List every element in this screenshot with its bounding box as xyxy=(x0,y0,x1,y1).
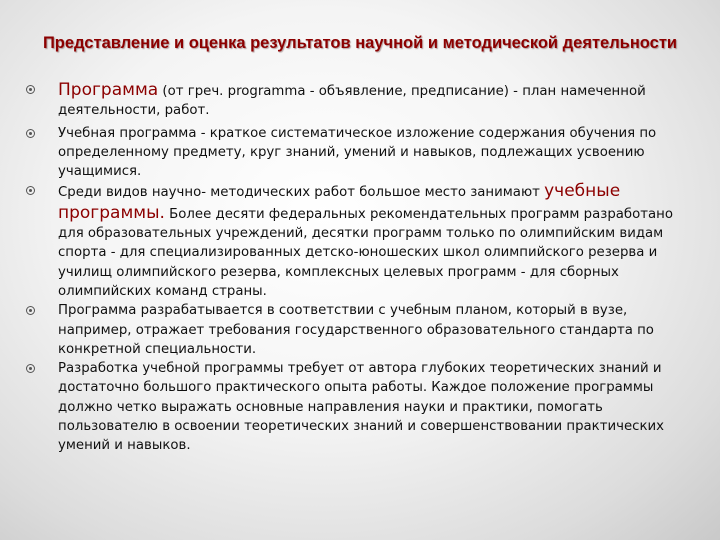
slide-title: Представление и оценка результатов научной и методической деятельности xyxy=(42,34,678,52)
circle-bullet-icon xyxy=(26,129,35,138)
item-text: Учебная программа - краткое систематическое изложение содержания обучения по определенному предмету, круг знаний, умений и навыков, подлежащих усвоению учащимися. xyxy=(58,125,657,180)
bullet-list xyxy=(26,80,696,456)
circle-bullet-icon xyxy=(26,85,35,94)
circle-bullet-icon xyxy=(26,306,35,315)
list-item xyxy=(26,301,696,359)
item-text: Разработка учебной программы требует от автора глубоких теоретических знаний и достаточно большого практического опыта работы. Каждое положение программы должно четко выражать основные направления науки и практики, помогать пользователю в освоении теоретических знаний и совершенствовании практических умений и навыков. xyxy=(58,361,664,454)
term-highlight: учебные программы. xyxy=(58,181,621,223)
list-item xyxy=(26,359,696,455)
item-text: Более десяти федеральных рекомендательных программ разработано для образовательных учреждений, десятки программ только по олимпийским видам спорта - для специализированных детско-юношеских школ олимпийского резерва и училищ олимпийского резерва, комплексных целевых программ - для сборных олимпийских команд страны. xyxy=(58,206,673,299)
item-text: Программа разрабатывается в соответствии с учебным планом, который в вузе, например, отражает требования государственного образовательного стандарта по конкретной специальности. xyxy=(58,303,654,357)
list-item xyxy=(26,181,696,301)
term-highlight: Программа xyxy=(58,80,159,100)
item-intro-text: Среди видов научно- методических работ большое место занимают xyxy=(58,185,545,201)
list-item xyxy=(26,80,696,121)
circle-bullet-icon xyxy=(26,364,35,373)
circle-bullet-icon xyxy=(26,186,35,195)
list-item xyxy=(26,124,696,182)
item-text: (от греч. programma - объявление, предписание) - план намеченной деятельности, работ. xyxy=(58,84,646,119)
